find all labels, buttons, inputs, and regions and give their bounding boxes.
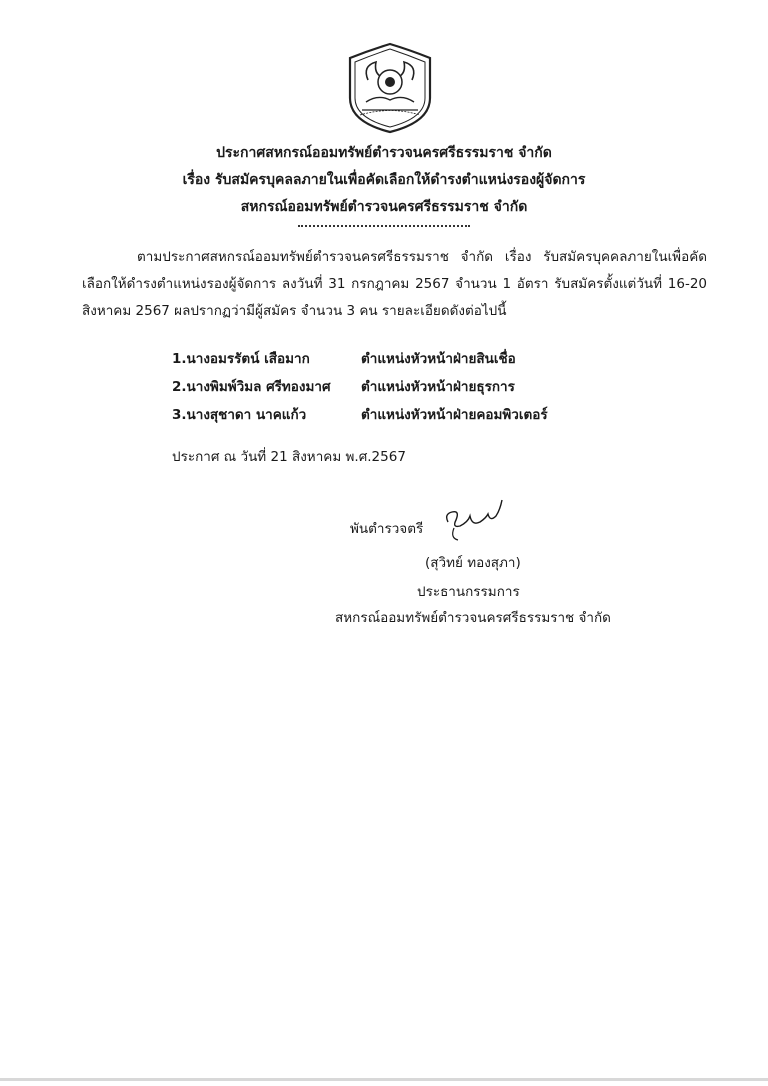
scan-edge bbox=[0, 1078, 768, 1081]
announcement-date: ประกาศ ณ วันที่ 21 สิงหาคม พ.ศ.2567 bbox=[172, 449, 406, 465]
cooperative-emblem-logo bbox=[340, 36, 440, 136]
announcement-title: ประกาศสหกรณ์ออมทรัพย์ตำรวจนครศรีธรรมราช จำกัด bbox=[216, 145, 552, 161]
signatory-name: (สุวิทย์ ทองสุภา) bbox=[425, 555, 521, 571]
body-paragraph: ตามประกาศสหกรณ์ออมทรัพย์ตำรวจนครศรีธรรมราช จำกัด เรื่อง รับสมัครบุคคลภายในเพื่อคัดเลือกให้ดำรงตำแหน่งรองผู้จัดการ ลงวันที่ 31 กรกฎาคม 2567 จำนวน 1 อัตรา รับสมัครตั้งแต่วันที่ 16-20 สิงหาคม 2567 ผลปรากฏว่ามีผู้สมัคร จำนวน 3 คน รายละเอียดดังต่อไปนี้ bbox=[82, 249, 707, 319]
handwritten-signature bbox=[440, 492, 510, 544]
organization-name-header: สหกรณ์ออมทรัพย์ตำรวจนครศรีธรรมราช จำกัด bbox=[240, 199, 528, 215]
applicant-2-position: ตำแหน่งหัวหน้าฝ่ายธุรการ bbox=[361, 379, 515, 395]
signatory-organization: สหกรณ์ออมทรัพย์ตำรวจนครศรีธรรมราช จำกัด bbox=[335, 610, 611, 626]
announcement-subject: เรื่อง รับสมัครบุคลลภายในเพื่อคัดเลือกให้ดำรงตำแหน่งรองผู้จัดการ bbox=[182, 172, 586, 188]
applicant-3-position: ตำแหน่งหัวหน้าฝ่ายคอมพิวเตอร์ bbox=[361, 407, 548, 423]
signatory-rank: พันตำรวจตรี bbox=[350, 521, 424, 537]
dotted-separator bbox=[298, 225, 470, 229]
applicant-1-name: 1.นางอมรรัตน์ เสือมาก bbox=[172, 351, 310, 367]
body-text bbox=[82, 244, 707, 325]
applicant-1-position: ตำแหน่งหัวหน้าฝ่ายสินเชื่อ bbox=[361, 351, 516, 367]
applicant-3-name: 3.นางสุชาดา นาคแก้ว bbox=[172, 407, 307, 423]
signatory-title: ประธานกรรมการ bbox=[417, 584, 520, 600]
applicant-2-name: 2.นางพิมพ์วิมล ศรีทองมาศ bbox=[172, 379, 331, 395]
